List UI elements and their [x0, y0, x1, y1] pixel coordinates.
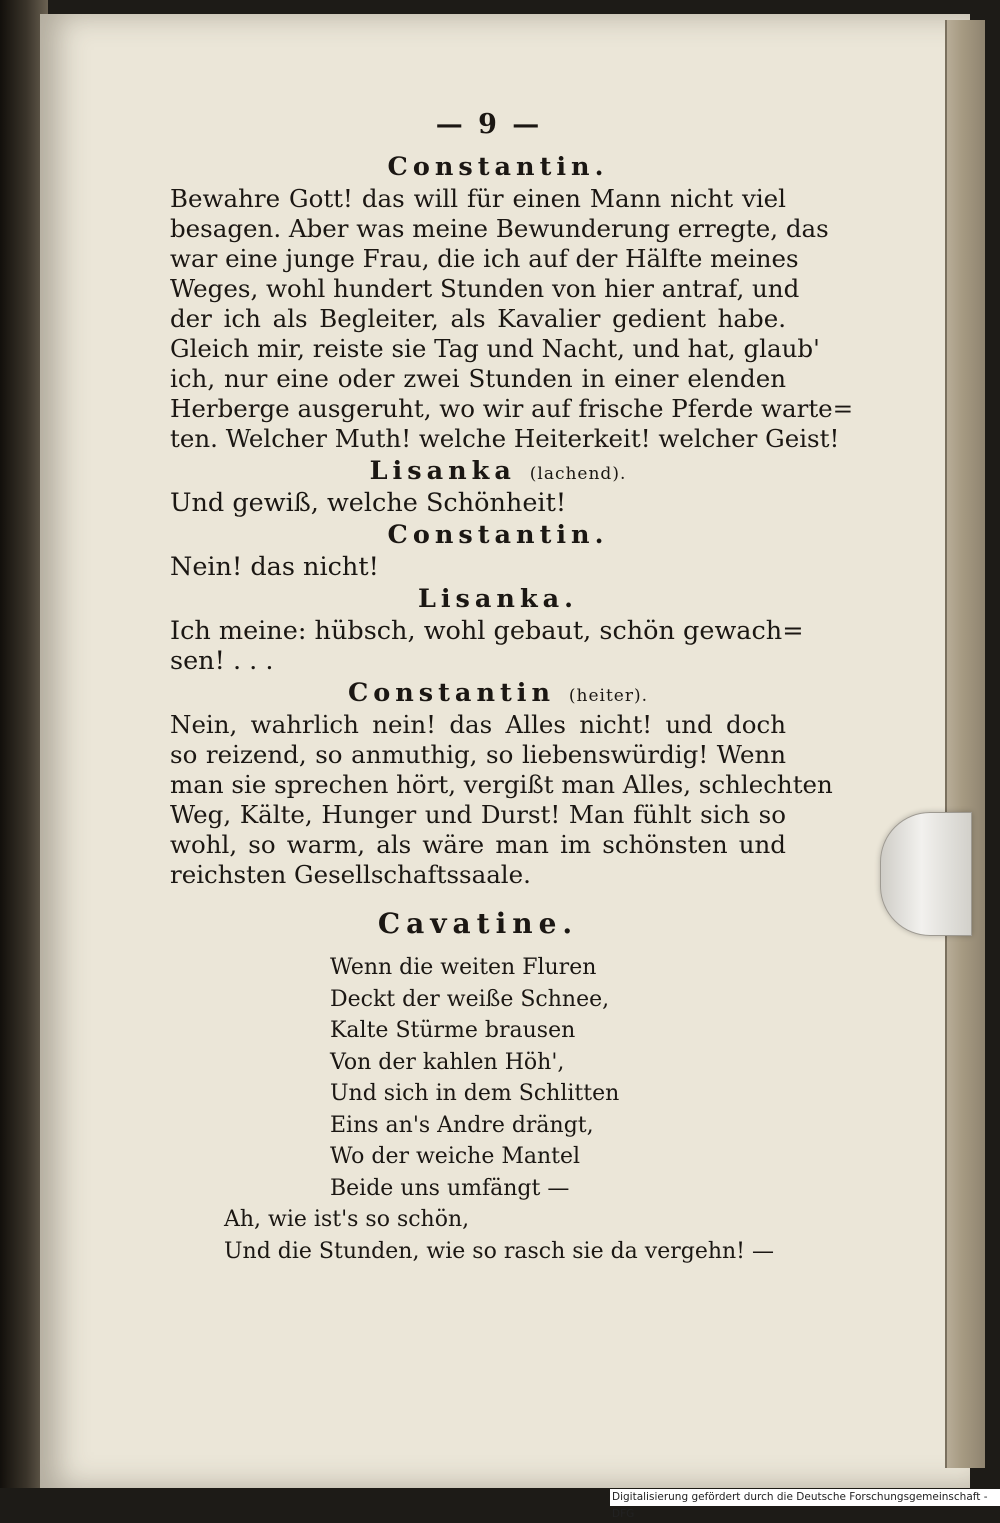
cavatine-heading: Cavatine. [377, 907, 579, 940]
text-line: Gleich mir, reiste sie Tag und Nacht, und hat, glaub' [170, 334, 820, 363]
text-line: so reizend, so anmuthig, so liebenswürdig! Wenn [170, 740, 786, 769]
page-number: — 9 — [435, 109, 543, 140]
speaker-heading [210, 518, 786, 552]
verse-block [224, 952, 786, 1267]
dialogue-paragraph [170, 552, 786, 582]
text-line: besagen. Aber was meine Bewunderung erregte, das [170, 214, 829, 243]
verse-line: Von der kahlen Höh', [330, 1049, 565, 1075]
speaker-name: Constantin [347, 678, 555, 708]
verse-line: Und sich in dem Schlitten [330, 1081, 620, 1106]
speaker-heading [210, 676, 786, 710]
verse-line: Eins an's Andre drängt, [330, 1112, 594, 1138]
text-line: man sie sprechen hört, vergißt man Alles, schlechten [170, 770, 833, 799]
text-line: Bewahre Gott! das will für einen Mann nicht viel [170, 184, 786, 213]
speaker-name: Lisanka. [417, 584, 579, 614]
text-line: der ich als Begleiter, als Kavalier gedient habe. [170, 304, 786, 333]
verse-line: Wenn die weiten Fluren [330, 955, 597, 980]
stage-direction: (heiter). [568, 686, 649, 706]
text-line: war eine junge Frau, die ich auf der Hälfte meines [170, 244, 799, 273]
speaker-name: Constantin. [387, 152, 609, 182]
dialogue-paragraph [170, 616, 804, 676]
text-line: Nein, wahrlich nein! das Alles nicht! und doch [170, 710, 786, 739]
dialogue-paragraph [170, 488, 786, 518]
text-line: ich, nur eine oder zwei Stunden in einer elenden [170, 364, 786, 393]
digitization-footer: Digitalisierung gefördert durch die Deutsche Forschungsgemeinschaft - DFG [610, 1489, 1000, 1506]
speaker-heading [210, 454, 786, 488]
text-line: Weg, Kälte, Hunger und Durst! Man fühlt sich so [170, 800, 786, 829]
text-line: Nein! das nicht! [170, 552, 379, 582]
text-line: reichsten Gesellschaftssaale. [170, 860, 531, 889]
speaker-name: Lisanka [369, 456, 516, 486]
page-tab-marker [880, 812, 972, 936]
stage-direction: (lachend). [529, 464, 627, 484]
verse-line: Beide uns umfängt — [330, 1175, 570, 1201]
verse-line: Ah, wie ist's so schön, [224, 1207, 470, 1232]
text-line: sen! . . . [170, 646, 274, 676]
text-line: Herberge ausgeruht, wo wir auf frische Pferde warte= [170, 394, 854, 423]
speaker-heading [210, 150, 786, 184]
page-text [170, 100, 854, 1267]
verse-line: Wo der weiche Mantel [330, 1144, 581, 1169]
verse-line: Kalte Stürme brausen [330, 1018, 576, 1043]
text-line: Ich meine: hübsch, wohl gebaut, schön gewach= [170, 616, 804, 646]
text-line: Und gewiß, welche Schönheit! [170, 488, 567, 518]
speaker-name: Constantin. [387, 520, 609, 550]
speaker-heading [210, 582, 786, 616]
verse-line: Deckt der weiße Schnee, [330, 986, 610, 1012]
text-line: Weges, wohl hundert Stunden von hier antraf, und [170, 274, 800, 303]
dialogue-paragraph [170, 184, 854, 454]
page-edge [945, 20, 985, 1468]
text-line: wohl, so warm, als wäre man im schönsten und [170, 830, 786, 859]
text-line: ten. Welcher Muth! welche Heiterkeit! welcher Geist! [170, 424, 840, 453]
dialogue-paragraph [170, 710, 833, 890]
verse-line: Und die Stunden, wie so rasch sie da vergehn! — [224, 1238, 775, 1264]
